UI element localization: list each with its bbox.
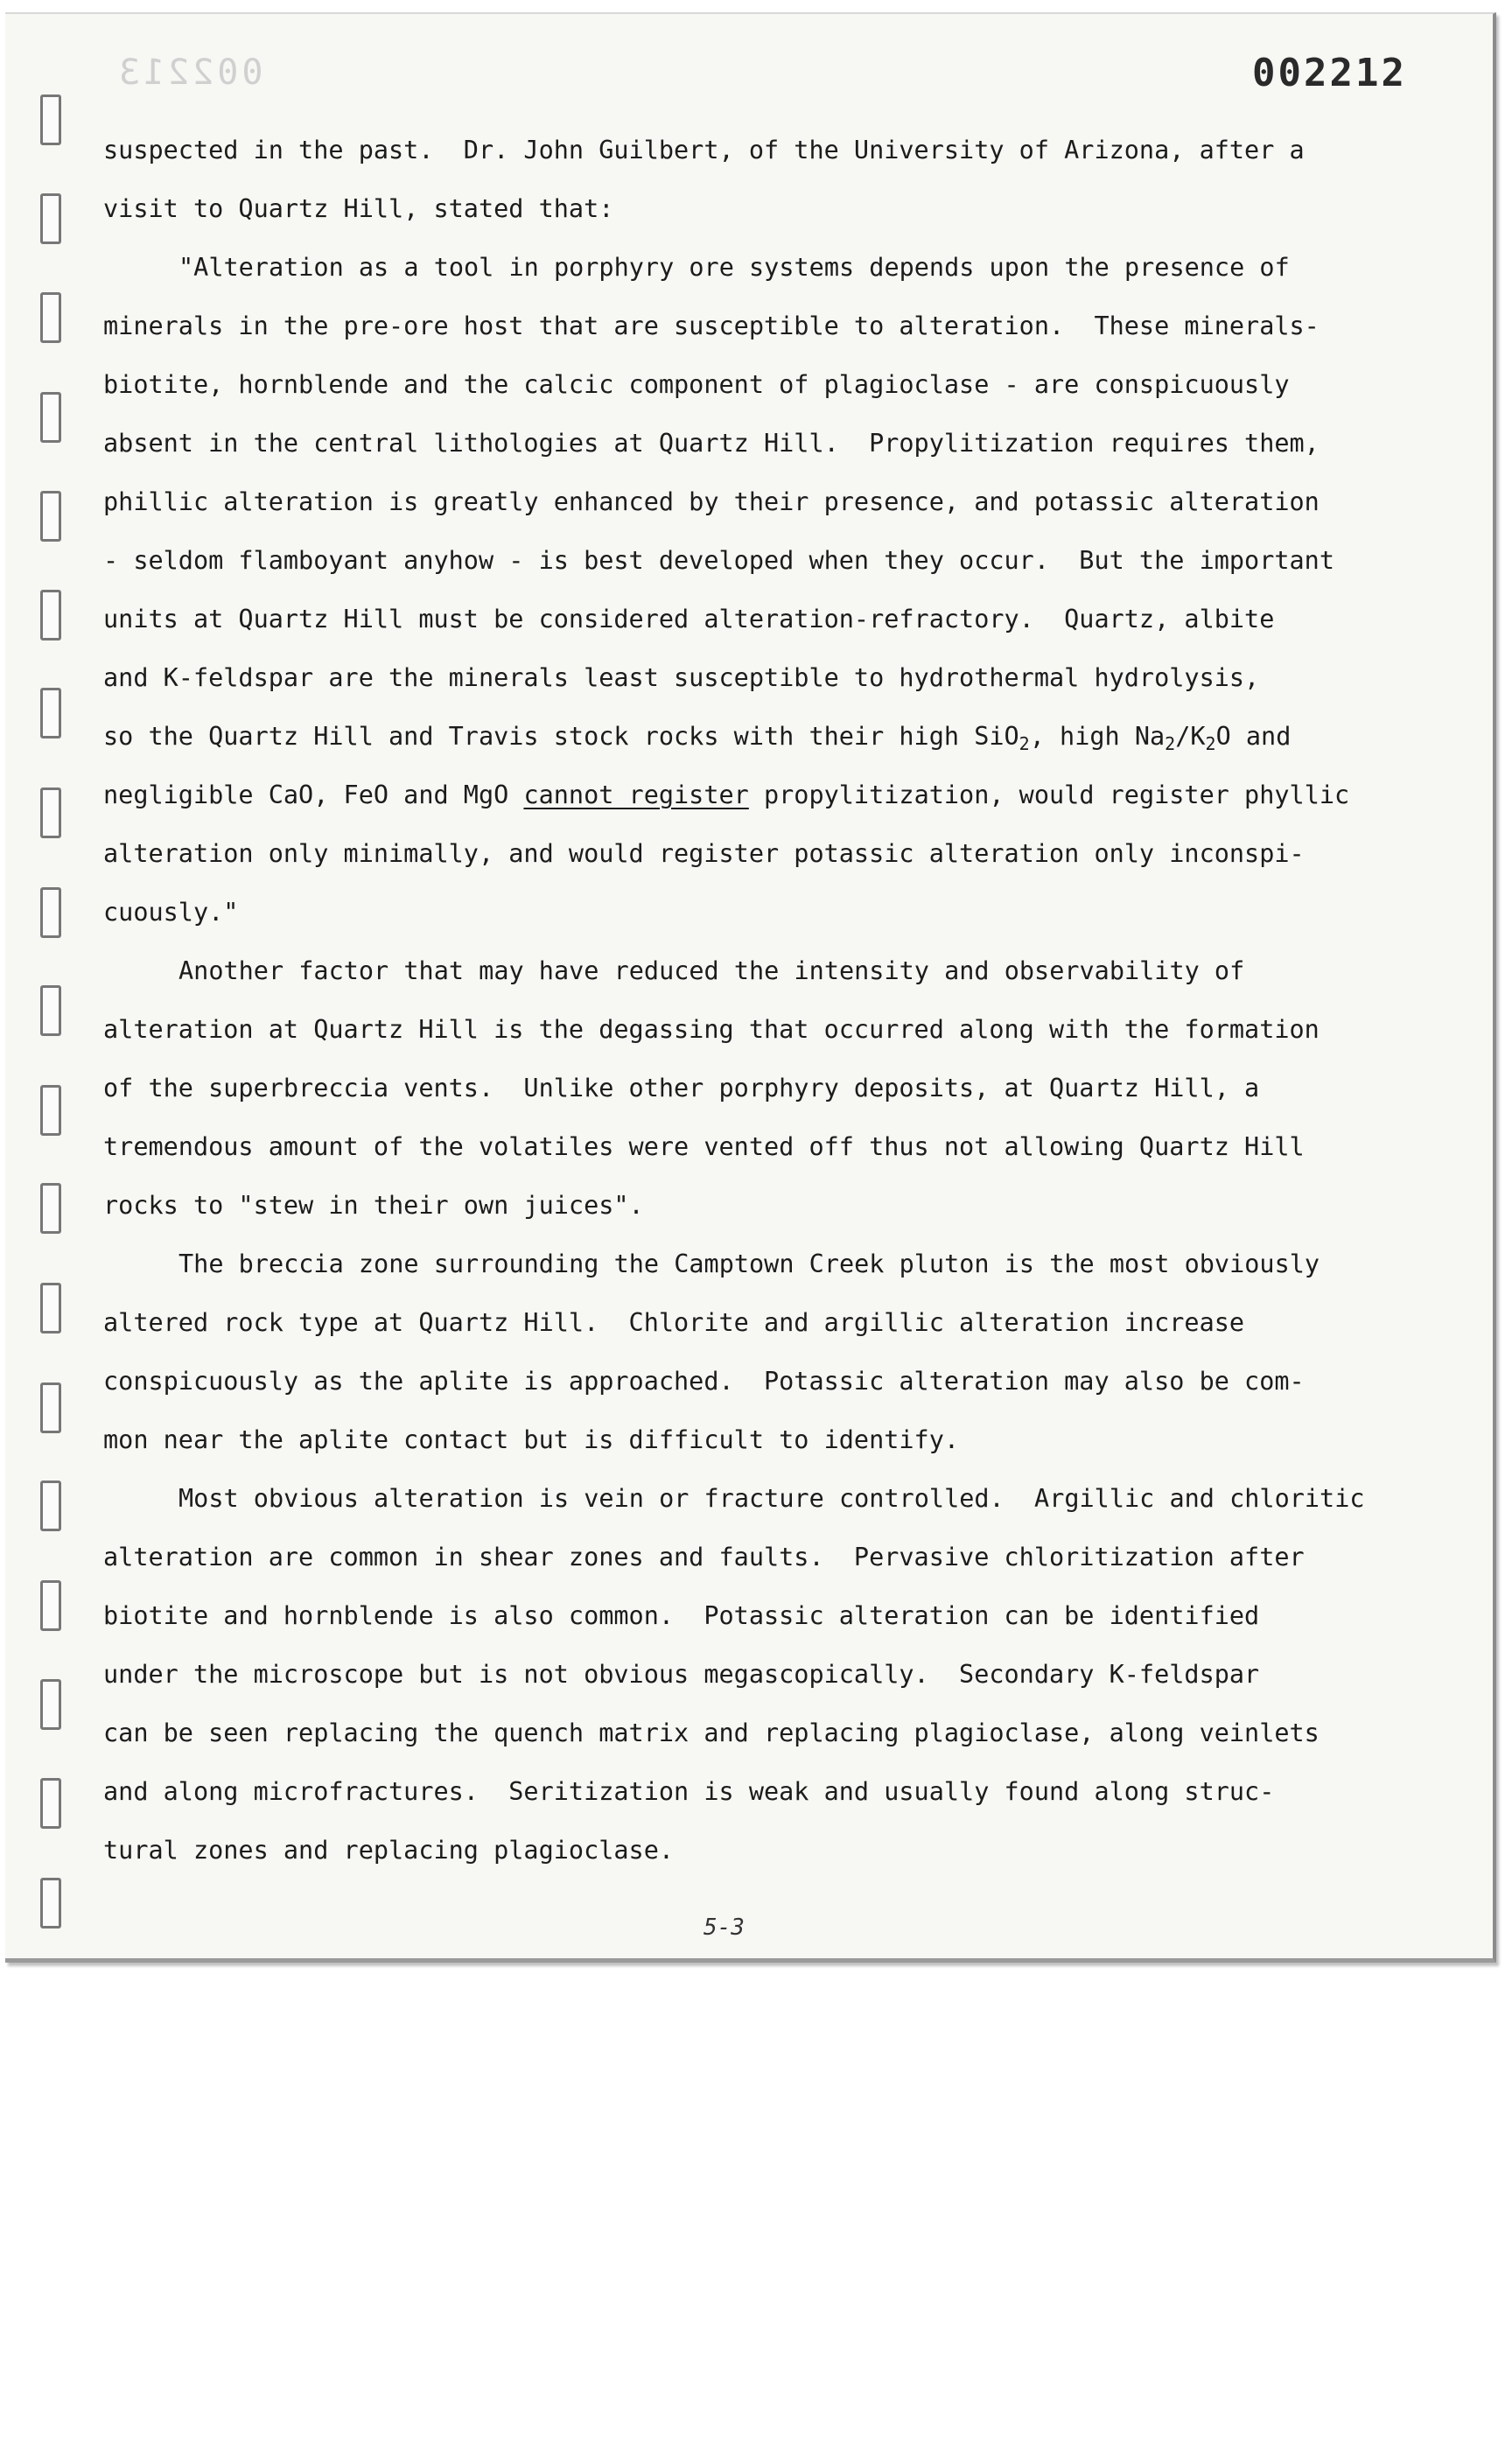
text-line: [103, 1528, 1381, 1586]
text-segment: alteration at Quartz Hill is the degassing that occurred along with the formation: [103, 1015, 1320, 1044]
text-line: [103, 1821, 1381, 1880]
text-segment: and K-feldspar are the minerals least susceptible to hydrothermal hydrolysis,: [103, 663, 1260, 692]
punch-hole: [40, 1778, 61, 1829]
text-line: [103, 414, 1381, 472]
text-segment: alteration only minimally, and would register potassic alteration only inconspi-: [103, 839, 1305, 868]
text-segment: phillic alteration is greatly enhanced by their presence, and potassic alteration: [103, 487, 1320, 516]
text-line: [103, 1235, 1381, 1293]
text-segment: suspected in the past. Dr. John Guilbert, of the University of Arizona, after a: [103, 136, 1305, 164]
text-line: [103, 1059, 1381, 1117]
punch-hole: [40, 887, 61, 938]
text-segment: mon near the aplite contact but is difficult to identify.: [103, 1425, 960, 1454]
text-line: [103, 648, 1381, 707]
text-line: [103, 1410, 1381, 1469]
text-segment: visit to Quartz Hill, stated that:: [103, 194, 614, 223]
text-segment: , high Na: [1029, 722, 1166, 751]
text-segment: cuously.": [103, 898, 239, 927]
punch-hole: [40, 292, 61, 343]
text-segment: tremendous amount of the volatiles were vented off thus not allowing Quartz Hill: [103, 1132, 1305, 1161]
punch-hole: [40, 788, 61, 838]
text-segment: alteration are common in shear zones and faults. Pervasive chloritization after: [103, 1543, 1305, 1572]
page-number: 5-3: [704, 1914, 745, 1941]
text-segment: /K: [1175, 722, 1206, 751]
document-page: [5, 12, 1496, 1963]
text-segment: biotite, hornblende and the calcic component of plagioclase - are conspicuously: [103, 370, 1290, 399]
text-line: [103, 1645, 1381, 1704]
punch-hole: [40, 193, 61, 244]
text-line: [103, 766, 1381, 824]
bleed-through-number: 002213: [116, 52, 263, 93]
subscript: 2: [1018, 733, 1030, 754]
punch-hole: [40, 1382, 61, 1433]
text-line: [103, 590, 1381, 648]
text-line: [103, 1352, 1381, 1410]
punch-hole: [40, 1878, 61, 1928]
text-line: [103, 1293, 1381, 1352]
text-segment: Another factor that may have reduced the intensity and observability of: [178, 956, 1245, 985]
punch-hole: [40, 94, 61, 145]
punch-hole: [40, 590, 61, 640]
text-segment: absent in the central lithologies at Quartz Hill. Propylitization requires them,: [103, 429, 1320, 458]
text-segment: units at Quartz Hill must be considered alteration-refractory. Quartz, albite: [103, 605, 1275, 634]
text-segment: Most obvious alteration is vein or fracture controlled. Argillic and chloritic: [178, 1484, 1365, 1513]
punch-hole: [40, 985, 61, 1036]
text-segment: conspicuously as the aplite is approached. Potassic alteration may also be com-: [103, 1367, 1305, 1396]
text-line: [103, 1117, 1381, 1176]
text-line: [103, 942, 1381, 1000]
subscript: 2: [1165, 733, 1176, 754]
punch-hole: [40, 688, 61, 738]
punch-hole: [40, 1480, 61, 1531]
punch-hole: [40, 491, 61, 542]
text-line: [103, 179, 1381, 238]
text-line: [103, 824, 1381, 883]
text-segment: The breccia zone surrounding the Camptown Creek pluton is the most obviously: [178, 1250, 1320, 1278]
text-line: [103, 1000, 1381, 1059]
text-segment: under the microscope but is not obvious megascopically. Secondary K-feldspar: [103, 1660, 1260, 1689]
punch-hole: [40, 1283, 61, 1334]
text-segment: propylitization, would register phyllic: [748, 780, 1350, 809]
text-segment: "Alteration as a tool in porphyry ore systems depends upon the presence of: [178, 253, 1290, 282]
text-segment: - seldom flamboyant anyhow - is best developed when they occur. But the important: [103, 546, 1334, 575]
text-segment: and along microfractures. Seritization is weak and usually found along struc-: [103, 1777, 1275, 1806]
text-segment: so the Quartz Hill and Travis stock rocks with their high SiO: [103, 722, 1019, 751]
text-segment: minerals in the pre-ore host that are susceptible to alteration. These minerals-: [103, 312, 1320, 340]
punch-hole: [40, 1580, 61, 1631]
text-segment: of the superbreccia vents. Unlike other porphyry deposits, at Quartz Hill, a: [103, 1074, 1260, 1102]
text-line: [103, 1704, 1381, 1762]
text-line: [103, 1586, 1381, 1645]
body-text: [103, 121, 1381, 1880]
text-line: [103, 355, 1381, 414]
text-line: [103, 1469, 1381, 1528]
text-line: [103, 1762, 1381, 1821]
punch-hole: [40, 392, 61, 443]
punch-holes-strip: [40, 14, 65, 1958]
text-line: [103, 238, 1381, 297]
document-number: 002212: [1252, 51, 1407, 95]
punch-hole: [40, 1085, 61, 1136]
text-line: [103, 472, 1381, 531]
punch-hole: [40, 1679, 61, 1730]
text-segment: tural zones and replacing plagioclase.: [103, 1836, 675, 1865]
text-segment: negligible CaO, FeO and MgO: [103, 780, 524, 809]
text-line: [103, 531, 1381, 590]
text-segment: O and: [1215, 722, 1292, 751]
text-line: [103, 707, 1381, 766]
text-segment: can be seen replacing the quench matrix and replacing plagioclase, along veinlets: [103, 1718, 1320, 1747]
text-segment: biotite and hornblende is also common. Potassic alteration can be identified: [103, 1601, 1260, 1630]
punch-hole: [40, 1183, 61, 1234]
subscript: 2: [1205, 733, 1216, 754]
underlined-text: cannot register: [523, 780, 749, 809]
text-line: [103, 883, 1381, 942]
text-line: [103, 121, 1381, 179]
text-line: [103, 297, 1381, 355]
text-segment: rocks to "stew in their own juices".: [103, 1191, 644, 1220]
text-segment: altered rock type at Quartz Hill. Chlorite and argillic alteration increase: [103, 1308, 1245, 1337]
text-line: [103, 1176, 1381, 1235]
